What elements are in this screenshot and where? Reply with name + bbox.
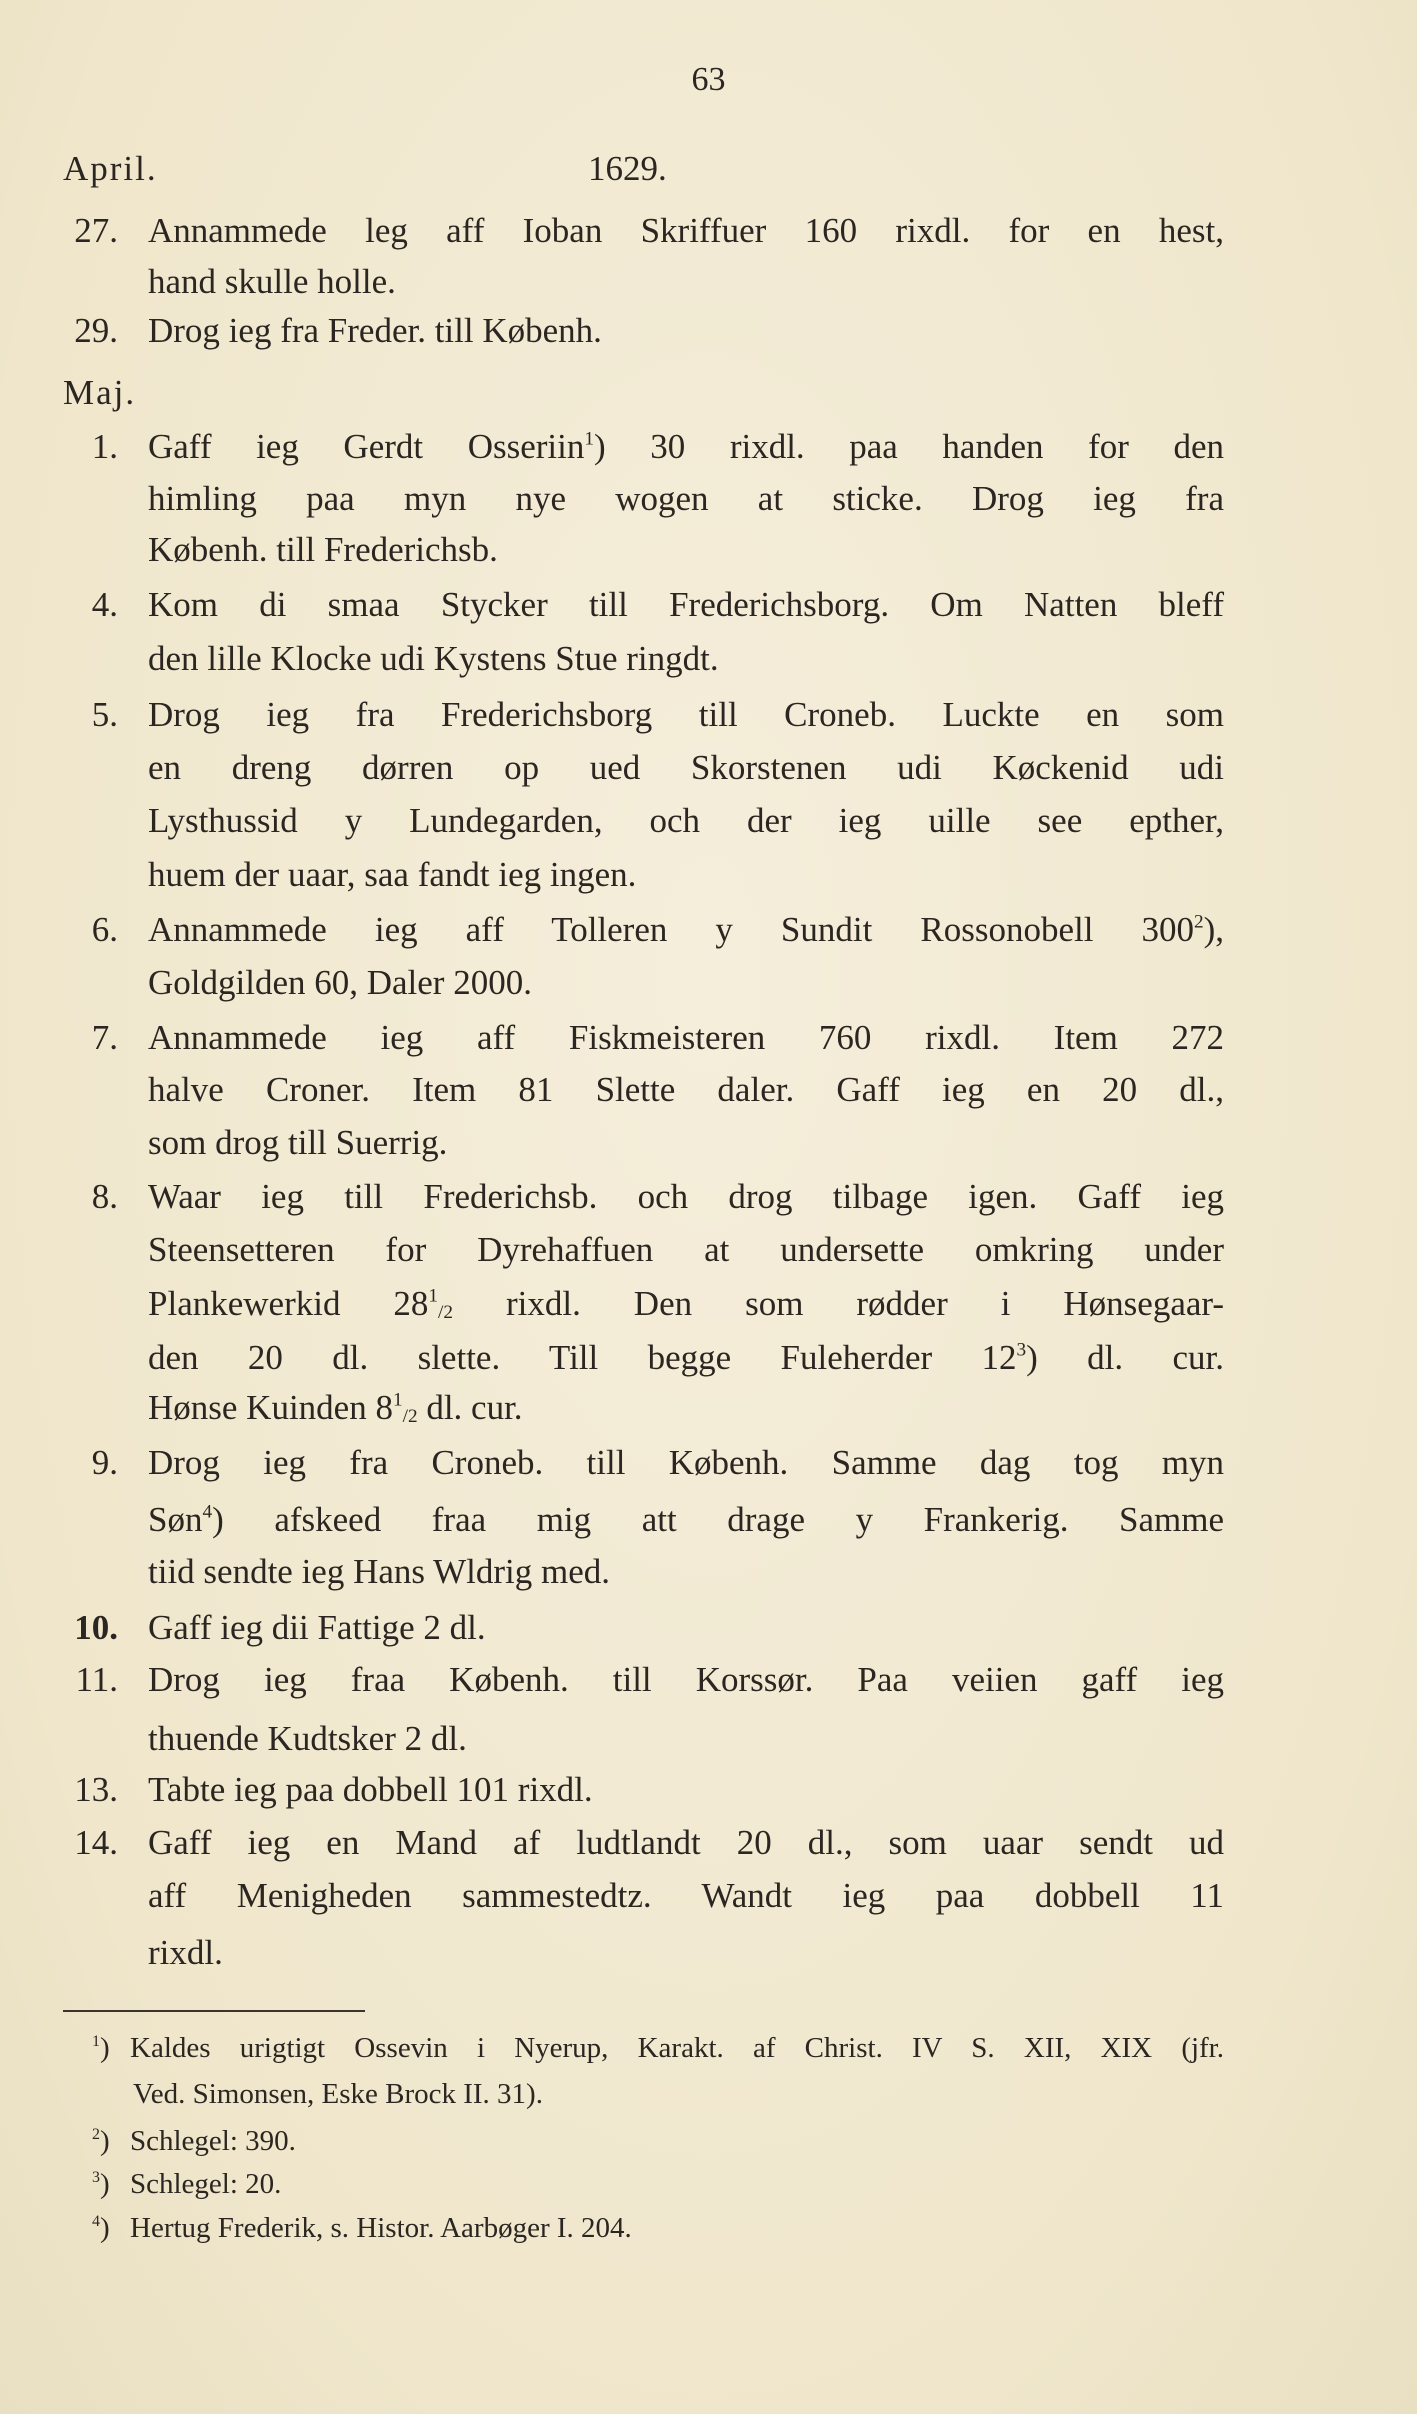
text-segment: thuende Kudtsker 2 dl.	[148, 1719, 467, 1758]
footnote-paren: )	[99, 2212, 110, 2244]
entry-day-number: 7.	[91, 1018, 118, 1057]
entry-text-line	[148, 1388, 1224, 1428]
text-segment: tiid sendte ieg Hans Wldrig med.	[148, 1552, 611, 1591]
entry-text-line	[148, 1177, 1224, 1217]
text-segment: aff Menigheden sammestedtz. Wandt ieg paa dobbell 11	[148, 1876, 1224, 1915]
month-heading: Maj.	[63, 373, 137, 412]
footnote-number: 1	[92, 2032, 100, 2050]
entry-text-line	[148, 1500, 1224, 1540]
entry-day-number: 9.	[91, 1443, 118, 1482]
entry-text-line	[148, 1876, 1224, 1916]
entry-day-number: 10.	[74, 1608, 118, 1647]
month-heading: April.	[63, 149, 158, 188]
entry-text-line	[148, 855, 1224, 895]
footnote-text-line: Schlegel: 390.	[130, 2125, 296, 2157]
entry-day-number: 6.	[91, 910, 118, 949]
entry-text-line	[148, 262, 1224, 302]
text-segment: rixdl. Den som rødder i Hønsegaar-	[453, 1284, 1224, 1323]
text-segment: ),	[1203, 910, 1224, 949]
text-segment: Drog ieg fraa Københ. till Korssør. Paa veiien gaff ieg	[148, 1660, 1224, 1699]
entry-text-line	[148, 1552, 1224, 1592]
entry-text-line	[148, 695, 1224, 735]
footnote-number: 2	[92, 2125, 100, 2143]
text-segment: Søn	[148, 1500, 203, 1539]
text-segment: Waar ieg till Frederichsb. och drog tilbage igen. Gaff ieg	[148, 1177, 1224, 1216]
footnote-number: 3	[92, 2168, 100, 2186]
text-segment: Københ. till Frederichsb.	[148, 530, 498, 569]
footnote-text-line: Hertug Frederik, s. Histor. Aarbøger I. 204.	[130, 2212, 632, 2244]
footnote-number: 4	[92, 2212, 100, 2230]
footnote-marker	[92, 2031, 110, 2065]
page-number: 63	[691, 61, 726, 98]
year-heading: 1629.	[588, 149, 667, 188]
entry-text-line	[148, 1123, 1224, 1163]
entry-text-line	[148, 1608, 1224, 1648]
entry-text-line	[148, 910, 1224, 950]
fraction-denominator: /2	[438, 1301, 454, 1323]
footnote-paren: )	[99, 2032, 110, 2064]
text-segment: Tabte ieg paa dobbell 101 rixdl.	[148, 1770, 593, 1809]
text-segment: den 20 dl. slette. Till begge Fuleherder 12	[148, 1338, 1017, 1377]
entry-text-line	[148, 801, 1224, 841]
text-segment: Gaff ieg dii Fattige 2 dl.	[148, 1608, 486, 1647]
text-segment: Hønse Kuinden 8	[148, 1388, 393, 1427]
text-segment: halve Croner. Item 81 Slette daler. Gaff ieg en 20 dl.,	[148, 1070, 1224, 1109]
entry-text-line	[148, 427, 1224, 467]
text-segment: Steensetteren for Dyrehaffuen at undersette omkring under	[148, 1230, 1224, 1269]
entry-day-number: 29.	[74, 311, 118, 350]
text-segment: dl. cur.	[417, 1388, 523, 1427]
entry-text-line	[148, 1018, 1224, 1058]
footnote-reference: 1	[584, 428, 594, 450]
text-segment: himling paa myn nye wogen at sticke. Drog ieg fra	[148, 479, 1224, 518]
text-segment: hand skulle holle.	[148, 262, 396, 301]
text-segment: som drog till Suerrig.	[148, 1123, 448, 1162]
entry-text-line	[148, 211, 1224, 251]
footnote-marker	[92, 2211, 110, 2245]
entry-day-number: 27.	[74, 211, 118, 250]
text-segment: Annammede ieg aff Tolleren y Sundit Rossonobell 300	[148, 910, 1194, 949]
footnote-paren: )	[99, 2125, 110, 2157]
entry-text-line	[148, 311, 1224, 351]
entry-text-line	[148, 1443, 1224, 1483]
footnote-text-line: Ved. Simonsen, Eske Brock II. 31).	[133, 2078, 543, 2110]
text-segment: Drog ieg fra Croneb. till Københ. Samme dag tog myn	[148, 1443, 1224, 1482]
entry-text-line	[148, 1070, 1224, 1110]
entry-text-line	[148, 748, 1224, 788]
entry-day-number: 1.	[91, 427, 118, 466]
footnote-reference: 1	[428, 1285, 439, 1307]
entry-text-line	[148, 585, 1224, 625]
text-segment: huem der uaar, saa fandt ieg ingen.	[148, 855, 637, 894]
footnote-reference: 2	[1193, 911, 1204, 933]
entry-day-number: 8.	[91, 1177, 118, 1216]
text-segment: Gaff ieg Gerdt Osseriin	[148, 427, 585, 466]
footnote-marker	[92, 2124, 110, 2158]
entry-text-line	[148, 1933, 1224, 1973]
entry-text-line	[148, 639, 1224, 679]
text-segment: ) 30 rixdl. paa handen for den	[593, 427, 1224, 466]
text-segment: rixdl.	[148, 1933, 223, 1972]
text-segment: ) afskeed fraa mig att drage y Frankerig. Samme	[212, 1500, 1224, 1539]
text-segment: Goldgilden 60, Daler 2000.	[148, 963, 532, 1002]
footnote-reference: 1	[392, 1389, 403, 1411]
text-segment: Lysthussid y Lundegarden, och der ieg uille see epther,	[148, 801, 1224, 840]
text-segment: ) dl. cur.	[1026, 1338, 1225, 1377]
text-segment: Drog ieg fra Frederichsborg till Croneb. Luckte en som	[148, 695, 1224, 734]
footnote-paren: )	[99, 2168, 110, 2200]
text-segment: Plankewerkid 28	[148, 1284, 429, 1323]
entry-text-line	[148, 1230, 1224, 1270]
entry-day-number: 5.	[91, 695, 118, 734]
text-segment: Gaff ieg en Mand af ludtlandt 20 dl., som uaar sendt ud	[148, 1823, 1224, 1862]
entry-text-line	[148, 1284, 1224, 1324]
footnote-text-line: Schlegel: 20.	[130, 2168, 282, 2200]
entry-text-line	[148, 530, 1224, 570]
entry-text-line	[148, 479, 1224, 519]
footnote-reference: 3	[1016, 1339, 1027, 1361]
entry-text-line	[148, 1660, 1224, 1700]
entry-text-line	[148, 1770, 1224, 1810]
footnote-divider	[63, 2010, 365, 2012]
entry-day-number: 4.	[91, 585, 118, 624]
footnote-marker	[92, 2167, 110, 2201]
entry-day-number: 14.	[74, 1823, 118, 1862]
footnote-reference: 4	[202, 1501, 213, 1523]
footnote-text-line: Kaldes urigtigt Ossevin i Nyerup, Karakt. af Christ. IV S. XII, XIX (jfr.	[130, 2032, 1224, 2064]
entry-text-line	[148, 1338, 1224, 1378]
text-segment: den lille Klocke udi Kystens Stue ringdt.	[148, 639, 719, 678]
text-segment: Annammede ieg aff Fiskmeisteren 760 rixdl. Item 272	[148, 1018, 1224, 1057]
entry-text-line	[148, 1823, 1224, 1863]
entry-text-line	[148, 963, 1224, 1003]
entry-text-line	[148, 1719, 1224, 1759]
entry-day-number: 11.	[75, 1660, 118, 1699]
text-segment: Kom di smaa Stycker till Frederichsborg. Om Natten bleff	[148, 585, 1224, 624]
fraction-denominator: /2	[402, 1405, 418, 1427]
text-segment: Annammede leg aff Ioban Skriffuer 160 rixdl. for en hest,	[148, 211, 1224, 250]
text-segment: Drog ieg fra Freder. till Københ.	[148, 311, 602, 350]
text-segment: en dreng dørren op ued Skorstenen udi Køckenid udi	[148, 748, 1224, 787]
entry-day-number: 13.	[74, 1770, 118, 1809]
